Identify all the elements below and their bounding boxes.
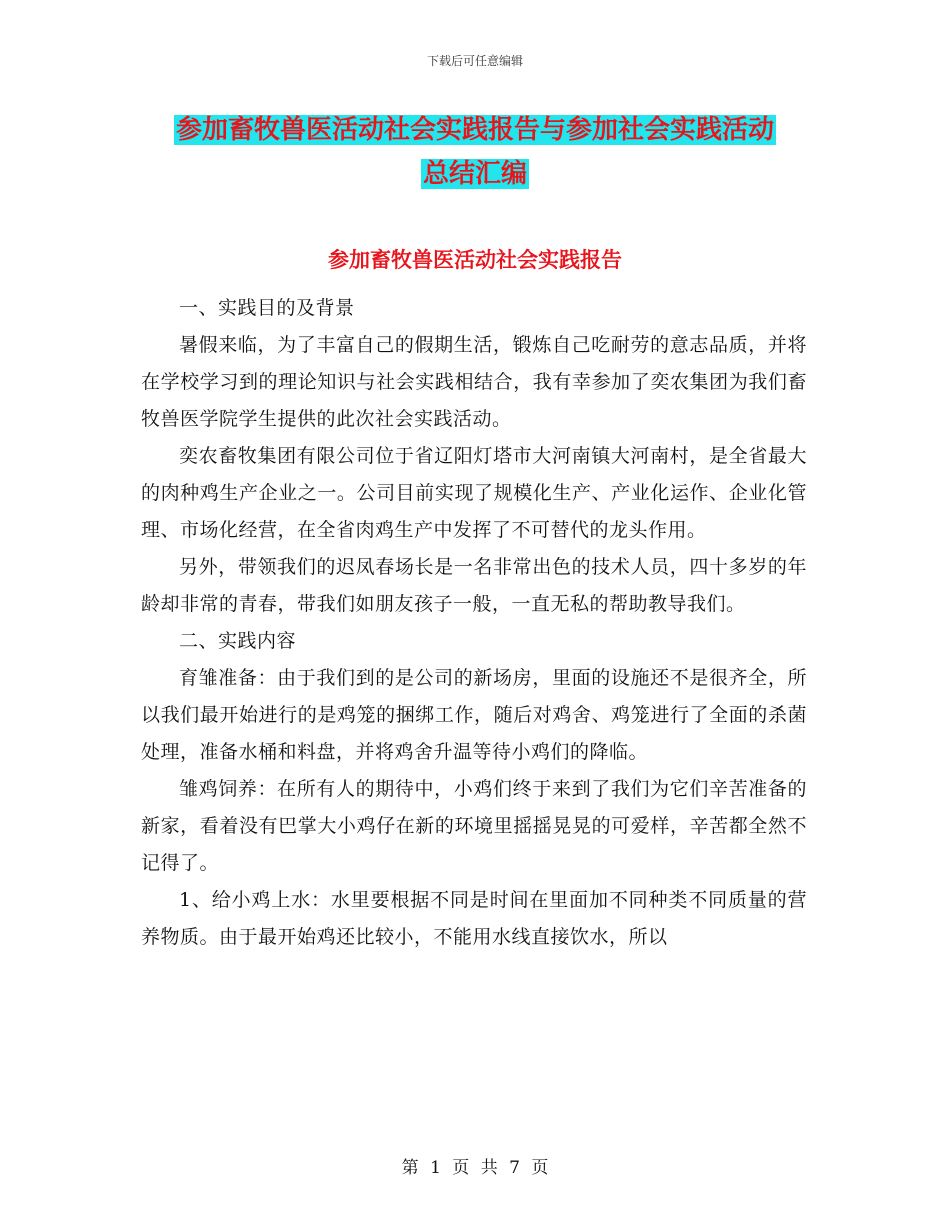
document-title-text-1: 参加畜牧兽医活动社会实践报告与参加社会实践活动 — [175, 115, 774, 145]
paragraph: 育雏准备：由于我们到的是公司的新场房，里面的设施还不是很齐全，所以我们最开始进行的是鸡笼的捆绑工作，随后对鸡舍、鸡笼进行了全面的杀菌处理，准备水桶和料盘，并将鸡舍升温等待小鸡们的降临。 — [141, 667, 807, 763]
paragraph: 奕农畜牧集团有限公司位于省辽阳灯塔市大河南镇大河南村，是全省最大的肉种鸡生产企业之一。公司目前实现了规模化生产、产业化运作、企业化管理、市场化经营，在全省肉鸡生产中发挥了不可替代的龙头作用。 — [141, 445, 807, 541]
document-title-line-2 — [0, 154, 950, 194]
paragraph: 暑假来临，为了丰富自己的假期生活，锻炼自己吃耐劳的意志品质，并将在学校学习到的理论知识与社会实践相结合，我有幸参加了奕农集团为我们畜牧兽医学院学生提供的此次社会实践活动。 — [141, 334, 807, 430]
document-body — [141, 290, 807, 956]
header-note: 下载后可任意编辑 — [426, 54, 523, 68]
heading-practice-purpose: 一、实践目的及背景 — [179, 297, 355, 319]
paragraph: 另外，带领我们的迟凤春场长是一名非常出色的技术人员，四十多岁的年龄却非常的青春，带我们如朋友孩子一般，一直无私的帮助教导我们。 — [141, 556, 807, 615]
paragraph: 1、给小鸡上水：水里要根据不同是时间在里面加不同种类不同质量的营养物质。由于最开始鸡还比较小，不能用水线直接饮水，所以 — [141, 889, 807, 948]
document-title-line-1 — [0, 110, 950, 150]
document-title-text-2: 总结汇编 — [422, 159, 527, 189]
section-title: 参加畜牧兽医活动社会实践报告 — [328, 248, 622, 272]
page-number-footer: 第 1 页 共 7 页 — [401, 1158, 549, 1178]
heading-practice-content: 二、实践内容 — [179, 630, 297, 652]
paragraph: 雏鸡饲养：在所有人的期待中，小鸡们终于来到了我们为它们辛苦准备的新家，看着没有巴掌大小鸡仔在新的环境里摇摇晃晃的可爱样，辛苦都全然不记得了。 — [141, 778, 807, 874]
